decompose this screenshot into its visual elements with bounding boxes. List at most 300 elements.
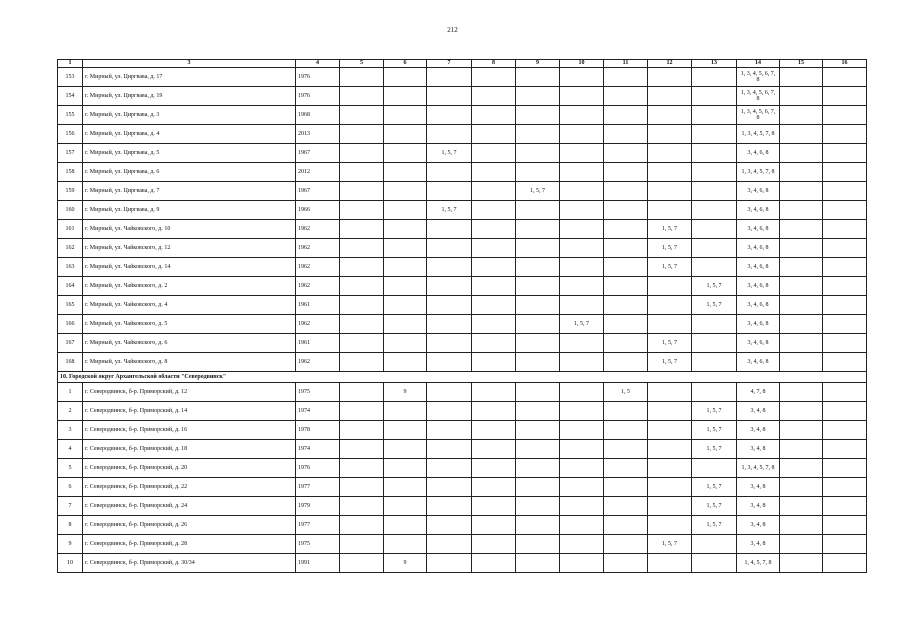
value-cell (340, 478, 384, 497)
value-cell: 1, 3, 4, 5, 7, 8 (737, 125, 780, 144)
value-cell (560, 459, 604, 478)
value-cell (340, 68, 384, 87)
value-cell (472, 201, 516, 220)
value-cell: 1, 5, 7 (648, 258, 692, 277)
value-cell (648, 125, 692, 144)
value-cell (340, 554, 384, 573)
value-cell: 1, 5, 7 (648, 239, 692, 258)
year-cell: 1961 (296, 296, 340, 315)
value-cell (384, 535, 427, 554)
value-cell (472, 535, 516, 554)
table-row (58, 353, 867, 372)
value-cell (604, 459, 648, 478)
row-number-cell: 10 (58, 554, 83, 573)
value-cell (823, 68, 867, 87)
value-cell (340, 421, 384, 440)
value-cell (384, 201, 427, 220)
value-cell (516, 163, 560, 182)
section-header-row (58, 372, 867, 383)
table-row (58, 497, 867, 516)
value-cell (648, 383, 692, 402)
value-cell (472, 296, 516, 315)
row-number-cell: 4 (58, 440, 83, 459)
value-cell (692, 163, 737, 182)
value-cell (560, 516, 604, 535)
year-cell: 1967 (296, 144, 340, 163)
value-cell (427, 478, 472, 497)
value-cell (648, 163, 692, 182)
value-cell (648, 201, 692, 220)
value-cell (692, 125, 737, 144)
table-row (58, 535, 867, 554)
column-header: 16 (823, 60, 867, 68)
address-cell: г. Мирный, ул. Циргвава, д. 17 (83, 68, 296, 87)
table-row (58, 478, 867, 497)
value-cell (516, 201, 560, 220)
value-cell (560, 296, 604, 315)
value-cell (692, 459, 737, 478)
value-cell (780, 402, 823, 421)
value-cell (384, 315, 427, 334)
row-number-cell: 166 (58, 315, 83, 334)
address-cell: г. Северодвинск, б-р. Приморский, д. 24 (83, 497, 296, 516)
value-cell (604, 68, 648, 87)
value-cell (780, 220, 823, 239)
value-cell (427, 353, 472, 372)
value-cell: 3, 4, 6, 8 (737, 334, 780, 353)
value-cell: 1, 5, 7 (692, 296, 737, 315)
year-cell: 1962 (296, 315, 340, 334)
table-row (58, 383, 867, 402)
table-row (58, 125, 867, 144)
year-cell: 1991 (296, 554, 340, 573)
value-cell (340, 125, 384, 144)
value-cell (472, 353, 516, 372)
year-cell: 1976 (296, 87, 340, 106)
value-cell (560, 440, 604, 459)
value-cell: 3, 4, 6, 8 (737, 315, 780, 334)
value-cell (560, 220, 604, 239)
year-cell: 1976 (296, 68, 340, 87)
value-cell (780, 182, 823, 201)
address-cell: г. Северодвинск, б-р. Приморский, д. 26 (83, 516, 296, 535)
value-cell (340, 440, 384, 459)
value-cell (780, 459, 823, 478)
value-cell (516, 497, 560, 516)
value-cell (823, 296, 867, 315)
value-cell (472, 239, 516, 258)
value-cell (516, 220, 560, 239)
value-cell: 1, 3, 4, 5, 6, 7, 8 (737, 87, 780, 106)
value-cell (604, 516, 648, 535)
row-number-cell: 165 (58, 296, 83, 315)
value-cell (604, 182, 648, 201)
table-row (58, 334, 867, 353)
address-cell: г. Северодвинск, б-р. Приморский, д. 20 (83, 459, 296, 478)
value-cell (472, 421, 516, 440)
table-row (58, 315, 867, 334)
value-cell (340, 220, 384, 239)
value-cell (604, 106, 648, 125)
value-cell (516, 296, 560, 315)
value-cell (604, 315, 648, 334)
value-cell (604, 277, 648, 296)
value-cell (472, 144, 516, 163)
value-cell (340, 383, 384, 402)
value-cell (780, 239, 823, 258)
value-cell (516, 239, 560, 258)
value-cell (427, 334, 472, 353)
value-cell (516, 106, 560, 125)
value-cell (427, 106, 472, 125)
value-cell (692, 334, 737, 353)
address-cell: г. Мирный, ул. Чайковского, д. 14 (83, 258, 296, 277)
value-cell: 3, 4, 8 (737, 421, 780, 440)
value-cell (780, 87, 823, 106)
value-cell (560, 68, 604, 87)
address-cell: г. Северодвинск, б-р. Приморский, д. 18 (83, 440, 296, 459)
value-cell (340, 516, 384, 535)
value-cell (384, 421, 427, 440)
value-cell (692, 68, 737, 87)
value-cell (427, 68, 472, 87)
value-cell (692, 535, 737, 554)
value-cell (780, 201, 823, 220)
value-cell (384, 106, 427, 125)
value-cell (560, 201, 604, 220)
table-row (58, 459, 867, 478)
value-cell (648, 87, 692, 106)
value-cell (384, 440, 427, 459)
column-header: 4 (296, 60, 340, 68)
value-cell (516, 478, 560, 497)
value-cell (516, 402, 560, 421)
value-cell (340, 144, 384, 163)
value-cell: 3, 4, 6, 8 (737, 353, 780, 372)
value-cell (516, 383, 560, 402)
value-cell (340, 239, 384, 258)
year-cell: 1962 (296, 277, 340, 296)
value-cell (560, 258, 604, 277)
value-cell (780, 353, 823, 372)
year-cell: 1978 (296, 421, 340, 440)
value-cell (340, 277, 384, 296)
value-cell (516, 258, 560, 277)
value-cell: 3, 4, 6, 8 (737, 201, 780, 220)
value-cell: 1, 5, 7 (648, 334, 692, 353)
value-cell (780, 106, 823, 125)
address-cell: г. Северодвинск, б-р. Приморский, д. 12 (83, 383, 296, 402)
value-cell: 3, 4, 6, 8 (737, 182, 780, 201)
value-cell (340, 106, 384, 125)
value-cell (648, 277, 692, 296)
year-cell: 1967 (296, 182, 340, 201)
value-cell (340, 402, 384, 421)
value-cell (648, 296, 692, 315)
value-cell (427, 258, 472, 277)
column-header: 5 (340, 60, 384, 68)
value-cell (472, 315, 516, 334)
value-cell (648, 459, 692, 478)
year-cell: 1979 (296, 497, 340, 516)
row-number-cell: 9 (58, 535, 83, 554)
year-cell: 1977 (296, 478, 340, 497)
value-cell (472, 383, 516, 402)
value-cell (340, 182, 384, 201)
table-row (58, 220, 867, 239)
value-cell (780, 440, 823, 459)
value-cell (604, 125, 648, 144)
table-row (58, 277, 867, 296)
value-cell (472, 459, 516, 478)
value-cell (692, 220, 737, 239)
value-cell (560, 383, 604, 402)
value-cell (427, 296, 472, 315)
value-cell: 1, 5, 7 (648, 220, 692, 239)
row-number-cell: 2 (58, 402, 83, 421)
value-cell (692, 383, 737, 402)
value-cell (692, 201, 737, 220)
year-cell: 1962 (296, 353, 340, 372)
table-row (58, 68, 867, 87)
value-cell (384, 239, 427, 258)
address-cell: г. Северодвинск, б-р. Приморский, д. 28 (83, 535, 296, 554)
value-cell (384, 459, 427, 478)
value-cell (516, 334, 560, 353)
housing-registry-table (57, 59, 867, 573)
value-cell (692, 554, 737, 573)
value-cell (472, 554, 516, 573)
value-cell (427, 554, 472, 573)
value-cell (780, 478, 823, 497)
address-cell: г. Мирный, ул. Чайковского, д. 5 (83, 315, 296, 334)
value-cell (472, 87, 516, 106)
value-cell (427, 535, 472, 554)
value-cell (648, 554, 692, 573)
value-cell: 3, 4, 6, 8 (737, 258, 780, 277)
section-title: 10. Городской округ Архангельской области "Северодвинск" (58, 372, 867, 383)
value-cell (780, 497, 823, 516)
value-cell (472, 163, 516, 182)
value-cell: 9 (384, 554, 427, 573)
value-cell (472, 334, 516, 353)
column-header: 1 (58, 60, 83, 68)
value-cell (604, 296, 648, 315)
value-cell (384, 277, 427, 296)
value-cell (560, 87, 604, 106)
value-cell (823, 163, 867, 182)
address-cell: г. Мирный, ул. Циргвава, д. 5 (83, 144, 296, 163)
column-header: 7 (427, 60, 472, 68)
column-header: 12 (648, 60, 692, 68)
value-cell (340, 315, 384, 334)
value-cell (648, 315, 692, 334)
value-cell (340, 201, 384, 220)
value-cell (823, 516, 867, 535)
value-cell (516, 421, 560, 440)
value-cell (384, 296, 427, 315)
value-cell (384, 334, 427, 353)
year-cell: 1968 (296, 106, 340, 125)
value-cell (604, 201, 648, 220)
address-cell: г. Мирный, ул. Циргвава, д. 9 (83, 201, 296, 220)
address-cell: г. Северодвинск, б-р. Приморский, д. 30/34 (83, 554, 296, 573)
value-cell (472, 220, 516, 239)
value-cell (384, 163, 427, 182)
value-cell: 9 (384, 383, 427, 402)
value-cell: 1, 5, 7 (692, 516, 737, 535)
value-cell (516, 516, 560, 535)
value-cell (560, 334, 604, 353)
value-cell (560, 106, 604, 125)
value-cell (560, 163, 604, 182)
year-cell: 1966 (296, 201, 340, 220)
value-cell (516, 68, 560, 87)
row-number-cell: 3 (58, 421, 83, 440)
value-cell (427, 440, 472, 459)
value-cell: 1, 5, 7 (692, 402, 737, 421)
address-cell: г. Мирный, ул. Чайковского, д. 10 (83, 220, 296, 239)
row-number-cell: 6 (58, 478, 83, 497)
value-cell (823, 239, 867, 258)
table-row (58, 239, 867, 258)
value-cell: 1, 5, 7 (692, 497, 737, 516)
value-cell: 3, 4, 8 (737, 402, 780, 421)
value-cell: 1, 3, 4, 5, 7, 8 (737, 163, 780, 182)
value-cell (648, 106, 692, 125)
value-cell (823, 402, 867, 421)
table-header-row (58, 60, 867, 68)
value-cell (780, 296, 823, 315)
value-cell (823, 353, 867, 372)
value-cell (823, 478, 867, 497)
value-cell (560, 277, 604, 296)
value-cell (427, 315, 472, 334)
value-cell (780, 421, 823, 440)
value-cell (427, 383, 472, 402)
column-header: 11 (604, 60, 648, 68)
value-cell (340, 535, 384, 554)
table-body (58, 68, 867, 573)
value-cell (560, 497, 604, 516)
value-cell (823, 497, 867, 516)
value-cell (604, 239, 648, 258)
value-cell (472, 497, 516, 516)
value-cell: 3, 4, 8 (737, 440, 780, 459)
value-cell (427, 220, 472, 239)
page-number: 212 (447, 26, 458, 34)
value-cell (823, 421, 867, 440)
row-number-cell: 5 (58, 459, 83, 478)
value-cell (780, 163, 823, 182)
value-cell (560, 239, 604, 258)
year-cell: 1974 (296, 440, 340, 459)
year-cell: 1975 (296, 535, 340, 554)
column-header: 9 (516, 60, 560, 68)
value-cell (516, 315, 560, 334)
table-row (58, 201, 867, 220)
value-cell (604, 220, 648, 239)
year-cell: 1976 (296, 459, 340, 478)
value-cell: 3, 4, 6, 8 (737, 296, 780, 315)
value-cell (516, 554, 560, 573)
value-cell (516, 277, 560, 296)
value-cell (427, 87, 472, 106)
table-row (58, 163, 867, 182)
value-cell: 1, 4, 5, 7, 8 (737, 554, 780, 573)
value-cell (427, 421, 472, 440)
value-cell (692, 239, 737, 258)
value-cell (604, 478, 648, 497)
value-cell (823, 459, 867, 478)
table-row (58, 258, 867, 277)
value-cell (384, 258, 427, 277)
address-cell: г. Мирный, ул. Чайковского, д. 8 (83, 353, 296, 372)
value-cell (692, 258, 737, 277)
value-cell (604, 421, 648, 440)
address-cell: г. Мирный, ул. Циргвава, д. 7 (83, 182, 296, 201)
value-cell (604, 440, 648, 459)
value-cell: 4, 7, 8 (737, 383, 780, 402)
value-cell (604, 144, 648, 163)
row-number-cell: 168 (58, 353, 83, 372)
value-cell (604, 334, 648, 353)
value-cell: 3, 4, 8 (737, 535, 780, 554)
row-number-cell: 167 (58, 334, 83, 353)
value-cell: 3, 4, 8 (737, 478, 780, 497)
table-row (58, 421, 867, 440)
value-cell (384, 516, 427, 535)
value-cell: 3, 4, 8 (737, 516, 780, 535)
value-cell: 1, 5 (604, 383, 648, 402)
row-number-cell: 153 (58, 68, 83, 87)
value-cell (384, 478, 427, 497)
value-cell (340, 353, 384, 372)
value-cell (692, 144, 737, 163)
value-cell (692, 106, 737, 125)
value-cell (560, 421, 604, 440)
value-cell: 3, 4, 8 (737, 497, 780, 516)
value-cell (823, 315, 867, 334)
value-cell (427, 182, 472, 201)
row-number-cell: 155 (58, 106, 83, 125)
value-cell (340, 497, 384, 516)
value-cell (648, 144, 692, 163)
value-cell (516, 535, 560, 554)
address-cell: г. Мирный, ул. Чайковского, д. 2 (83, 277, 296, 296)
value-cell (472, 516, 516, 535)
row-number-cell: 156 (58, 125, 83, 144)
row-number-cell: 159 (58, 182, 83, 201)
value-cell: 1, 5, 7 (560, 315, 604, 334)
value-cell (472, 402, 516, 421)
value-cell: 1, 3, 4, 5, 6, 7, 8 (737, 106, 780, 125)
value-cell (472, 68, 516, 87)
value-cell (823, 220, 867, 239)
value-cell (604, 258, 648, 277)
value-cell (384, 497, 427, 516)
column-header: 13 (692, 60, 737, 68)
value-cell (780, 383, 823, 402)
value-cell (560, 402, 604, 421)
address-cell: г. Северодвинск, б-р. Приморский, д. 22 (83, 478, 296, 497)
value-cell (604, 554, 648, 573)
value-cell (560, 353, 604, 372)
value-cell (648, 402, 692, 421)
value-cell (427, 277, 472, 296)
value-cell (427, 163, 472, 182)
value-cell (823, 334, 867, 353)
